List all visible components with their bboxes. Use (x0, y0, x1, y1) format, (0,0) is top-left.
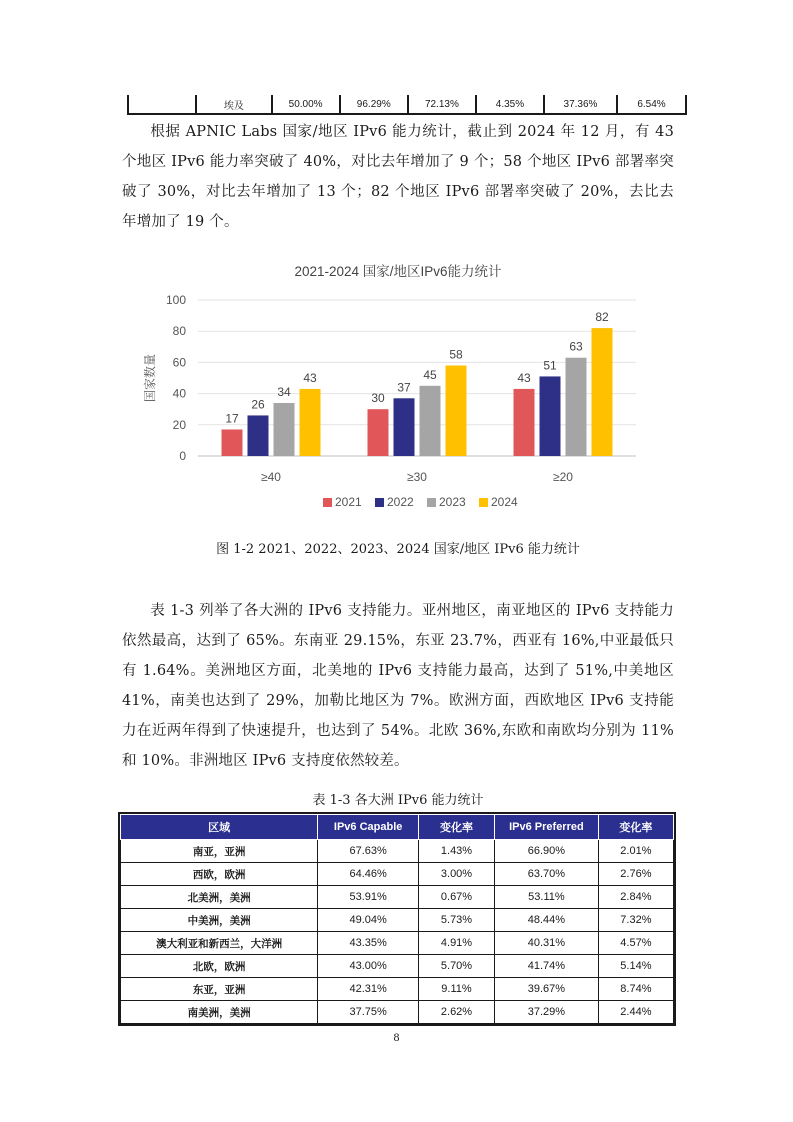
bar (222, 429, 243, 456)
legend-label: 2024 (491, 495, 518, 509)
cell-change: 7.32% (598, 909, 673, 932)
header-preferred: IPv6 Preferred (495, 815, 599, 840)
table-cell: 50.00% (272, 95, 340, 114)
table-caption: 表 1-3 各大洲 IPv6 能力统计 (312, 793, 484, 808)
table-cell: 埃及 (196, 95, 271, 114)
y-tick-label: 80 (172, 324, 186, 339)
cell-capable: 49.04% (318, 909, 419, 932)
cell-change: 5.70% (418, 955, 494, 978)
legend-swatch (427, 498, 436, 507)
legend-label: 2021 (335, 495, 362, 509)
bar-chart (122, 256, 674, 526)
cell-change: 4.91% (418, 932, 494, 955)
bar (420, 386, 441, 456)
data-label: 58 (449, 347, 463, 362)
table-row (121, 955, 674, 978)
table-row (121, 1001, 674, 1024)
header-change-rate: 变化率 (418, 815, 494, 840)
table-row (121, 978, 674, 1001)
cell-change: 5.14% (598, 955, 673, 978)
cell-region: 南美洲，美洲 (121, 1001, 318, 1024)
chart-title: 2021-2024 国家/地区IPv6能力统计 (294, 264, 502, 279)
cell-preferred: 37.29% (495, 1001, 599, 1024)
data-label: 26 (251, 397, 265, 412)
data-label: 43 (517, 370, 531, 385)
cell-change: 5.73% (418, 909, 494, 932)
cell-capable: 43.35% (318, 932, 419, 955)
table-header-row (121, 815, 674, 840)
x-tick-label: ≥20 (553, 470, 573, 484)
cell-change: 8.74% (598, 978, 673, 1001)
cell-region: 西欧，欧洲 (121, 863, 318, 886)
paragraph-apnic (122, 117, 674, 237)
table-row (121, 863, 674, 886)
table-cell: 96.29% (340, 95, 408, 114)
cell-change: 2.84% (598, 886, 673, 909)
paragraph-text: 表 1-3 列举了各大洲的 IPv6 支持能力。亚州地区，南亚地区的 IPv6 支持能力依然最高，达到了 65%。东南亚 29.15%，东亚 23.7%，西亚有 16%,中亚最低只有 1.64%。美洲地区方面，北美地的 IPv6 支持能力最高，达到了 51%,中美地区 41%，南美也达到了 29%，加勒比地区为 7%。欧洲方面，西欧地区 IPv6 支持能力在近两年得到了快速提升，也达到了 54%。北欧 36%,东欧和南欧均分别为 11%和 10%。非洲地区 IPv6 支持度依然较差。 (122, 603, 674, 769)
cell-region: 东亚，亚洲 (121, 978, 318, 1001)
bar (566, 358, 587, 456)
cell-region: 南亚，亚洲 (121, 840, 318, 863)
bar (514, 389, 535, 456)
x-tick-label: ≥40 (261, 470, 281, 484)
cell-change: 0.67% (418, 886, 494, 909)
cell-preferred: 41.74% (495, 955, 599, 978)
header-change-rate: 变化率 (598, 815, 673, 840)
table-row (121, 840, 674, 863)
cell-capable: 64.46% (318, 863, 419, 886)
cell-preferred: 53.11% (495, 886, 599, 909)
x-tick-label: ≥30 (407, 470, 427, 484)
cell-change: 3.00% (418, 863, 494, 886)
table-row (121, 932, 674, 955)
cell-capable: 53.91% (318, 886, 419, 909)
y-tick-label: 60 (172, 355, 186, 370)
table-cell: 72.13% (408, 95, 476, 114)
cell-change: 2.01% (598, 840, 673, 863)
header-capable: IPv6 Capable (318, 815, 419, 840)
data-label: 45 (423, 367, 437, 382)
table-cell (128, 95, 196, 114)
page-number: 8 (393, 1030, 400, 1044)
table-row (128, 95, 686, 114)
cell-change: 2.62% (418, 1001, 494, 1024)
bar (300, 389, 321, 456)
figure-caption: 图 1-2 2021、2022、2023、2024 国家/地区 IPv6 能力统计 (216, 542, 580, 557)
bar (592, 328, 613, 456)
cell-change: 9.11% (418, 978, 494, 1001)
cell-preferred: 48.44% (495, 909, 599, 932)
cell-change: 4.57% (598, 932, 673, 955)
legend-label: 2023 (439, 495, 466, 509)
legend-label: 2022 (387, 495, 414, 509)
cell-change: 1.43% (418, 840, 494, 863)
bar (394, 398, 415, 456)
table-cell: 6.54% (617, 95, 686, 114)
y-axis-label: 国家数量 (143, 353, 157, 403)
cell-region: 北美洲，美洲 (121, 886, 318, 909)
legend-swatch (479, 498, 488, 507)
y-tick-label: 100 (165, 293, 186, 307)
cell-region: 澳大利亚和新西兰，大洋洲 (121, 932, 318, 955)
table-row (121, 886, 674, 909)
data-label: 37 (397, 380, 411, 395)
data-label: 17 (225, 411, 239, 426)
chart-svg (122, 256, 674, 526)
y-tick-label: 20 (172, 417, 186, 432)
y-tick-label: 40 (172, 386, 186, 401)
cell-capable: 42.31% (318, 978, 419, 1001)
bar (248, 415, 269, 456)
cell-capable: 43.00% (318, 955, 419, 978)
cell-preferred: 66.90% (495, 840, 599, 863)
cell-preferred: 63.70% (495, 863, 599, 886)
data-label: 34 (277, 384, 291, 399)
data-label: 63 (569, 339, 583, 354)
table-cell: 4.35% (476, 95, 544, 114)
paragraph-text: 根据 APNIC Labs 国家/地区 IPv6 能力统计，截止到 2024 年 12 月，有 43 个地区 IPv6 能力率突破了 40%，对比去年增加了 9 个；58 个地区 IPv6 部署率突破了 30%，对比去年增加了 13 个；82 个地区 IPv6 部署率突破了 20%，去比去年增加了 19 个。 (122, 124, 674, 230)
data-label: 51 (543, 358, 557, 373)
bar (446, 366, 467, 456)
data-label: 82 (595, 310, 609, 325)
cell-change: 2.76% (598, 863, 673, 886)
cell-capable: 67.63% (318, 840, 419, 863)
paragraph-continents (122, 596, 674, 776)
header-region: 区域 (121, 815, 318, 840)
continent-table (120, 814, 674, 1024)
bar (540, 376, 561, 456)
data-label: 30 (371, 391, 385, 406)
cell-capable: 37.75% (318, 1001, 419, 1024)
cell-preferred: 39.67% (495, 978, 599, 1001)
top-partial-table (127, 95, 687, 115)
cell-preferred: 40.31% (495, 932, 599, 955)
cell-region: 中美洲，美洲 (121, 909, 318, 932)
legend-swatch (375, 498, 384, 507)
bar (368, 409, 389, 456)
bar (274, 403, 295, 456)
table-row (121, 909, 674, 932)
data-label: 43 (303, 370, 317, 385)
legend-swatch (323, 498, 332, 507)
y-tick-label: 0 (179, 449, 186, 463)
cell-change: 2.44% (598, 1001, 673, 1024)
table-cell: 37.36% (544, 95, 617, 114)
cell-region: 北欧，欧洲 (121, 955, 318, 978)
